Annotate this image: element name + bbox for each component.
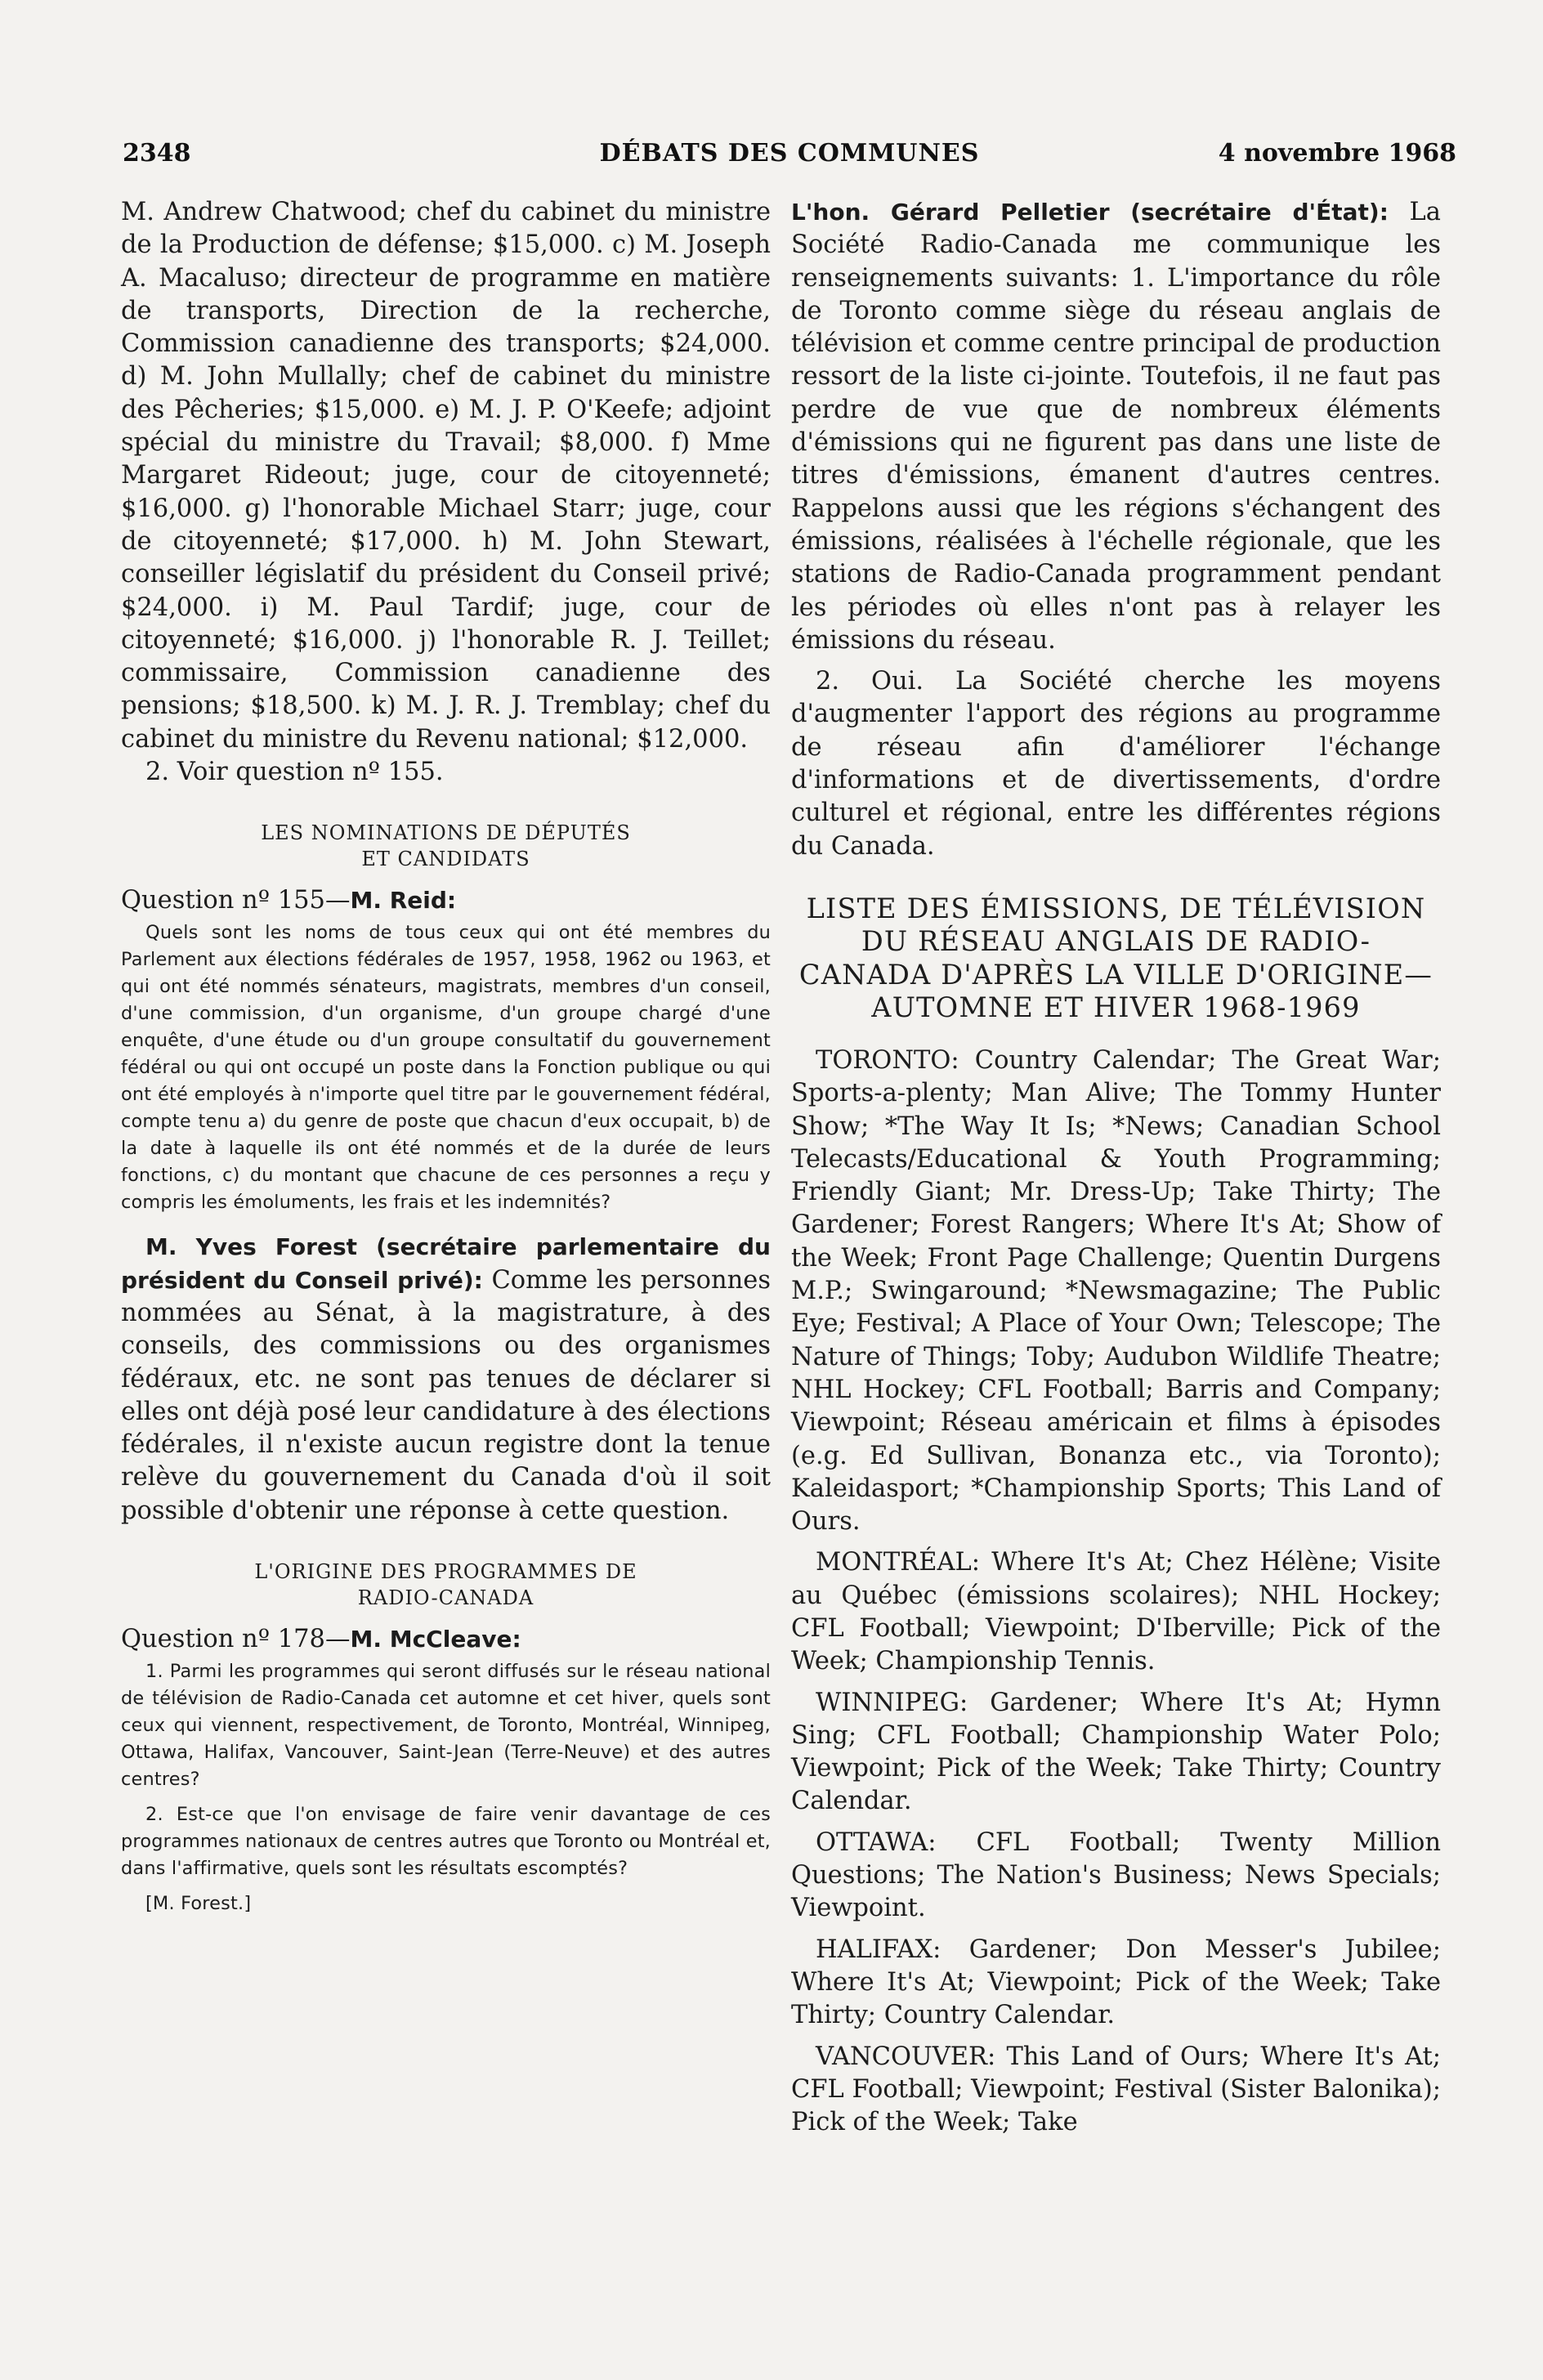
program-list-title: LISTE DES ÉMISSIONS, DE TÉLÉVISION DU RÉSEAU ANGLAIS DE RADIO-CANADA D'APRÈS LA VILLE D'ORIGINE—AUTOMNE ET HIVER 1968-1969 [798,892,1433,1024]
question-label: Question nº 178— [121,1625,351,1654]
question-178-part-2: 2. Est-ce que l'on envisage de faire venir davantage de ces programmes nationaux de centres autres que Toronto ou Montréal et, dans l'affirmative, quels sont les résultats escomptés? [121,1804,771,1880]
city-vancouver: VANCOUVER: This Land of Ours; Where It's At; CFL Football; Viewpoint; Festival (Sister Balonika); Pick of the Week; Take [791,2042,1441,2137]
pelletier-answer [791,196,1441,657]
heading-line: LES NOMINATIONS DE DÉPUTÉS [261,821,631,845]
page-number: 2348 [123,139,191,168]
member-reference: [M. Forest.] [145,1893,252,1915]
left-column [121,196,771,1917]
heading-line: ET CANDIDATS [361,848,530,871]
question-label: Question nº 155— [121,886,351,915]
section-heading-origine [121,1559,771,1611]
question-author: M. Reid: [350,887,457,915]
forest-answer [121,1231,771,1528]
question-178-line [121,1622,771,1657]
right-column [791,196,1441,2139]
oui-paragraph: 2. Oui. La Société cherche les moyens d'augmenter l'apport des régions au programme de réseau afin d'améliorer l'échange d'informations et de divertissements, d'ordre culturel et régional, entre les différentes régions du Canada. [791,667,1441,861]
see-question-paragraph: 2. Voir question nº 155. [145,758,444,787]
speaker-name: M. Yves Forest (secrétaire parlementaire du président du Conseil privé): [121,1233,771,1294]
appointments-paragraph: M. Andrew Chatwood; chef du cabinet du ministre de la Production de défense; $15,000. c) M. Joseph A. Macaluso; directeur de programme en matière de transports, Direction de la recherche, Commission canadienne des transports; $24,000. d) M. John Mullally; chef de cabinet du ministre des Pêcheries; $15,000. e) M. J. P. O'Keefe; adjoint spécial du ministre du Travail; $8,000. f) Mme Margaret Rideout; juge, cour de citoyenneté; $16,000. g) l'honorable Michael Starr; juge, cour de citoyenneté; $17,000. h) M. John Stewart, conseiller législatif du président du Conseil privé; $24,000. i) M. Paul Tardif; juge, cour de citoyenneté; $16,000. j) l'honorable R. J. Teillet; commissaire, Commission canadienne des pensions; $18,500. k) M. J. R. J. Tremblay; chef du cabinet du ministre du Revenu national; $12,000. [121,198,771,754]
issue-date: 4 novembre 1968 [1218,139,1456,168]
city-winnipeg: WINNIPEG: Gardener; Where It's At; Hymn Sing; CFL Football; Championship Water Polo; Viewpoint; Pick of the Week; Take Thirty; Country Calendar. [791,1688,1441,1816]
city-toronto: TORONTO: Country Calendar; The Great War; Sports-a-plenty; Man Alive; The Tommy Hunter Show; *The Way It Is; *News; Canadian School Telecasts/Educational & Youth Programming; Friendly Giant; Mr. Dress-Up; Take Thirty; The Gardener; Forest Rangers; Where It's At; Show of the Week; Front Page Challenge; Quentin Durgens M.P.; Swingaround; *Newsmagazine; The Public Eye; Festival; A Place of Your Own; Telescope; The Nature of Things; Toby; Audubon Wildlife Theatre; NHL Hockey; CFL Football; Barris and Company; Viewpoint; Réseau américain et films à épisodes (e.g. Ed Sullivan, Bonanza etc., via Toronto); Kaleidasport; *Championship Sports; This Land of Ours. [791,1045,1441,1537]
city-montreal: MONTRÉAL: Where It's At; Chez Hélène; Visite au Québec (émissions scolaires); NHL Hockey; CFL Football; Viewpoint; D'Iberville; Pick of the Week; Championship Tennis. [791,1548,1441,1676]
heading-line: L'ORIGINE DES PROGRAMMES DE [254,1560,637,1584]
speaker-name: L'hon. Gérard Pelletier (secrétaire d'État): [791,199,1389,226]
answer-text: La Société Radio-Canada me communique les renseignements suivants: 1. L'importance du rôle de Toronto comme siège du réseau anglais de télévision et comme centre principal de production ressort de la liste ci-jointe. Toutefois, il ne faut pas perdre de vue que de nombreux éléments d'émissions qui ne figurent pas dans une liste de titres d'émissions, émanent d'autres centres. Rappelons aussi que les régions s'échangent des émissions, réalisées à l'échelle régionale, que les stations de Radio-Canada programment pendant les périodes où elles n'ont pas à relayer les émissions du réseau. [791,198,1441,655]
question-author: M. McCleave: [350,1626,521,1653]
city-ottawa: OTTAWA: CFL Football; Twenty Million Questions; The Nation's Business; News Specials; Viewpoint. [791,1828,1441,1923]
section-heading-nominations [121,820,771,872]
publication-title: DÉBATS DES COMMUNES [599,139,980,168]
question-155-text: Quels sont les noms de tous ceux qui ont été membres du Parlement aux élections fédérales de 1957, 1958, 1962 ou 1963, et qui ont été nommés sénateurs, magistrats, membres d'un conseil, d'une commission, d'un organisme, d'un groupe chargé d'une enquête, d'une étude ou d'un groupe consultatif du gouvernement fédéral ou qui ont occupé un poste dans la Fonction publique ou qui ont été employés à n'importe quel titre par le gouvernement fédéral, compte tenu a) du genre de poste que chacun d'eux occupait, b) de la date à laquelle ils ont été nommés et de la durée de leurs fonctions, c) du montant que chacune de ces personnes a reçu y compris les émoluments, les frais et les indemnités? [121,922,771,1214]
question-178-part-1: 1. Parmi les programmes qui seront diffusés sur le réseau national de télévision de Radio-Canada cet automne et cet hiver, quels sont ceux qui viennent, respectivement, de Toronto, Montréal, Winnipeg, Ottawa, Halifax, Vancouver, Saint-Jean (Terre-Neuve) et des autres centres? [121,1661,771,1791]
city-halifax: HALIFAX: Gardener; Don Messer's Jubilee; Where It's At; Viewpoint; Pick of the Week; Take Thirty; Country Calendar. [791,1935,1441,2030]
answer-text: Comme les personnes nommées au Sénat, à la magistrature, à des conseils, des commissions ou des organismes fédéraux, etc. ne sont pas tenues de déclarer si elles ont déjà posé leur candidature à des élections fédérales, il n'existe aucun registre dont la tenue relève du gouvernement du Canada d'où il soit possible d'obtenir une réponse à cette question. [121,1265,771,1525]
running-head [123,139,1456,175]
heading-line: RADIO-CANADA [357,1586,534,1610]
question-155-line [121,884,771,918]
